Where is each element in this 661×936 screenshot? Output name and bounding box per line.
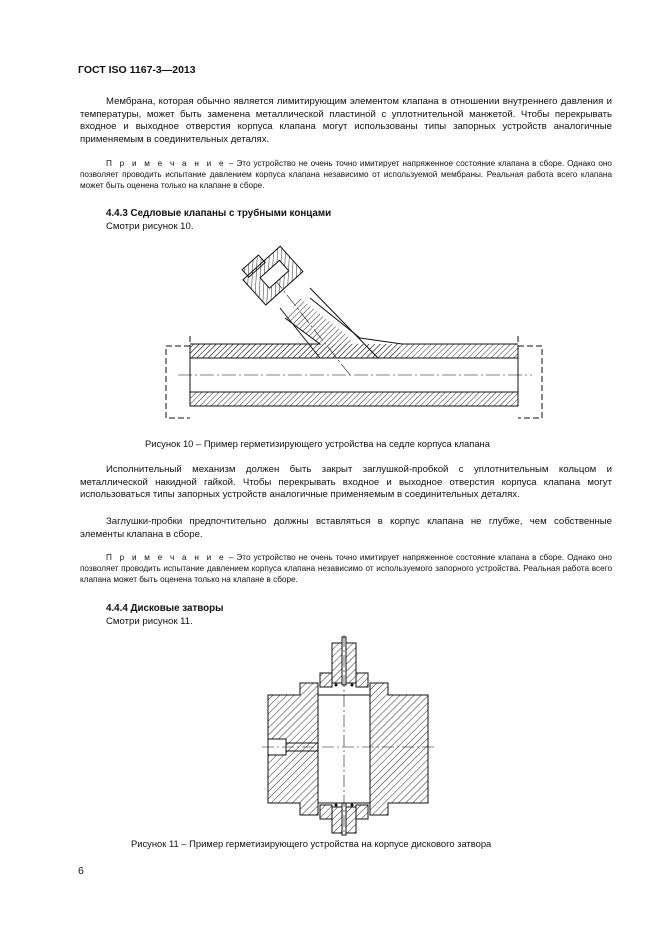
figure-10-caption: Рисунок 10 – Пример герметизирующего устройства на седле корпуса клапана: [145, 438, 490, 449]
page-number: 6: [78, 865, 84, 877]
paragraph-membrane: Мембрана, которая обычно является лимитирующим элементом клапана в отношении внутреннего давления и температуры, может быть заменена металлической пластиной с уплотнительной манжетой. Чтобы перекрывать входное и выходное отверстия корпуса клапана могут использованы типы запорных устройств аналогичные применяемым в соединительных деталях.: [80, 96, 612, 145]
section-heading-4-4-4: 4.4.4 Дисковые затворы: [106, 603, 224, 614]
paragraph-plugs: Заглушки-пробки предпочтительно должны вставляться в корпус клапана не глубже, чем собственные элементы клапана в сборе.: [80, 516, 612, 540]
note-text: – Это устройство не очень точно имитирует напряженное состояние клапана в сборе. Однако оно позволяет проводить испытание давлением корпуса клапана независимо от используемой мембраны. Реальная работа всего клапана может быть оценена только на клапане в сборе.: [80, 159, 612, 191]
note-label: П р и м е ч а н и е: [106, 159, 226, 168]
paragraph-actuator: Исполнительный механизм должен быть закрыт заглушкой-пробкой с уплотнительным кольцом и металлической накидной гайкой. Чтобы перекрывать входное и выходное отверстия корпуса клапана могут использоваться типы запорных устройств аналогичные применяемым в соединительных деталях.: [80, 464, 612, 501]
figure-11-caption: Рисунок 11 – Пример герметизирующего устройства на корпусе дискового затвора: [131, 838, 492, 849]
figure-reference-10: Смотри рисунок 10.: [106, 221, 194, 232]
note-label: П р и м е ч а н и е: [106, 553, 226, 562]
note-1: [80, 158, 612, 192]
section-heading-4-4-3: 4.4.3 Седловые клапаны с трубными концами: [106, 208, 332, 219]
figure-reference-11: Смотри рисунок 11.: [106, 616, 193, 627]
note-text: – Это устройство не очень точно имитирует напряженное состояние клапана в сборе. Однако оно позволяет проводить испытание давлением корпуса клапана независимо от используемого запорного устройства. Реальная работа всего клапана может быть оценена только на клапане в сборе.: [80, 553, 612, 585]
figure-10-drawing: [160, 236, 550, 426]
document-header: ГОСТ ISO 1167-3—2013: [78, 64, 196, 76]
figure-11-drawing: [262, 635, 434, 835]
note-2: [80, 552, 612, 586]
